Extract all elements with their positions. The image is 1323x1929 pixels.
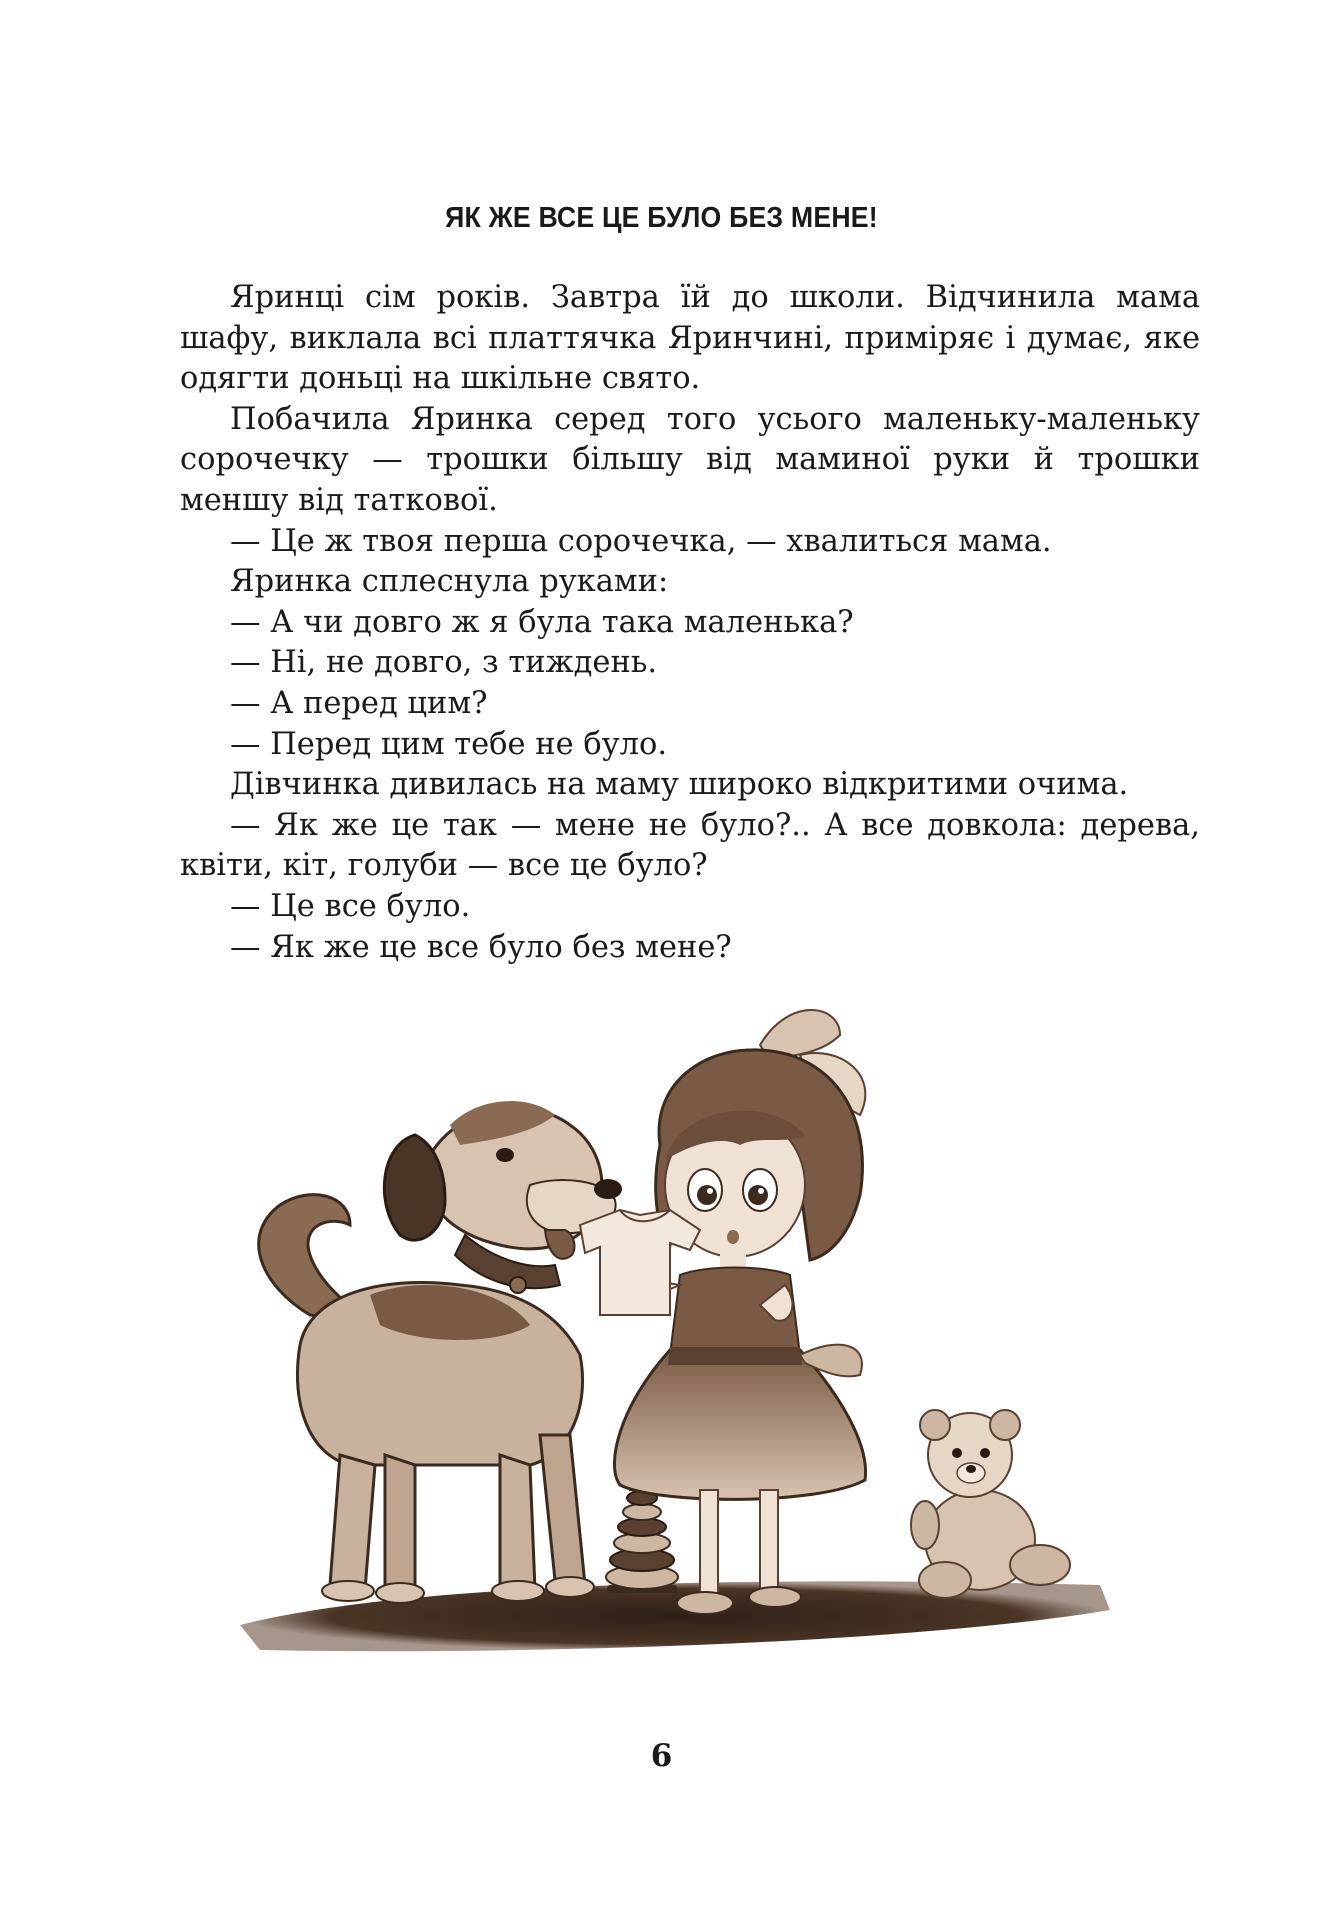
- teddy-bear-figure: [911, 1410, 1070, 1598]
- paragraph-12: — Як же це все було без мене?: [230, 929, 732, 965]
- page-number: 6: [650, 1738, 673, 1774]
- paragraph-10: — Як же це так — мене не було?.. А все довкола: дерева, квіти, кіт, голуби — все це було?: [180, 807, 1200, 884]
- paragraph-9: Дівчинка дивилась на маму широко відкритими очима.: [230, 767, 1129, 803]
- paragraph-3: — Це ж твоя перша сорочечка, — хвалиться мама.: [230, 523, 1052, 559]
- paragraph-6: — Ні, не довго, з тиждень.: [230, 645, 658, 681]
- paragraph-2: Побачила Яринка серед того усього маленьку-маленьку сорочечку — трошки більшу від маминої руки й трошки меншу від таткової.: [180, 401, 1200, 518]
- paragraph-7: — А перед цим?: [230, 685, 488, 721]
- illustration: [200, 985, 1160, 1705]
- page-title: ЯК ЖЕ ВСЕ ЦЕ БУЛО БЕЗ МЕНЕ!: [445, 202, 878, 234]
- paragraph-11: — Це все було.: [230, 888, 471, 924]
- paragraph-5: — А чи довго ж я була така маленька?: [230, 604, 854, 640]
- story-text: [180, 278, 1200, 968]
- paragraph-1: Яринці сім років. Завтра їй до школи. Відчинила мама шафу, виклала всі платтячка Яринчині, приміряє і думає, яке одягти доньці на шкільне свято.: [180, 280, 1200, 397]
- paragraph-4: Яринка сплеснула руками:: [230, 564, 669, 600]
- dog-figure: [259, 1101, 622, 1603]
- paragraph-8: — Перед цим тебе не було.: [230, 726, 668, 762]
